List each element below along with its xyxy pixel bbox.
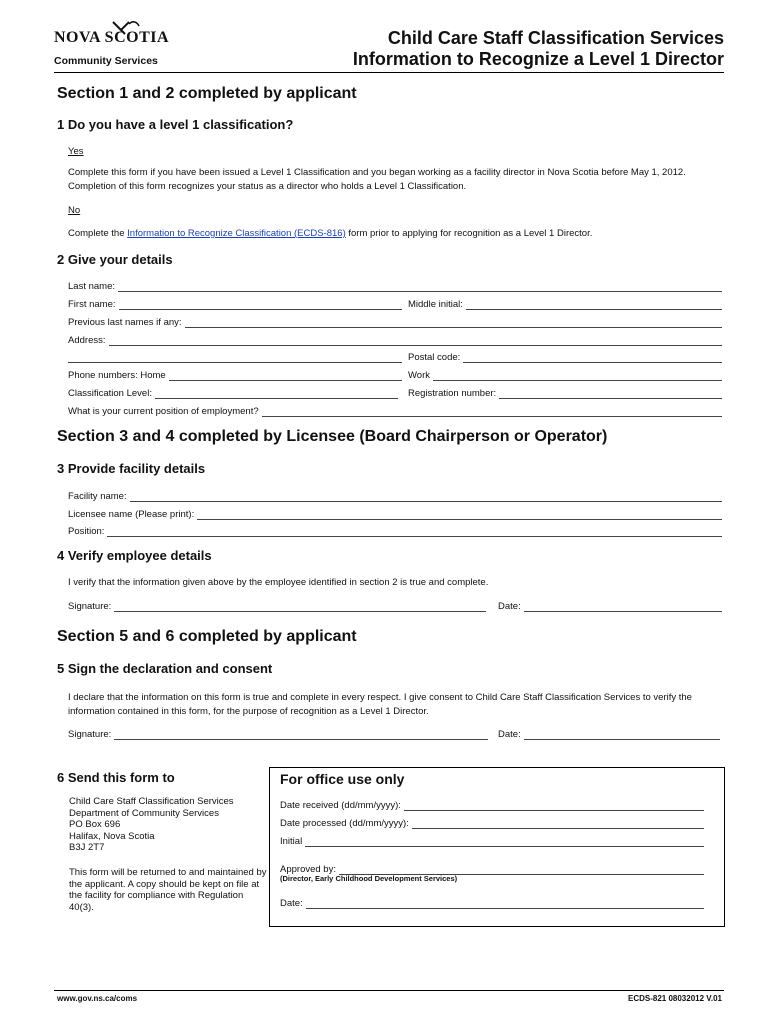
section-5-6-heading: Section 5 and 6 completed by applicant bbox=[57, 628, 357, 645]
office-date-field[interactable]: Date: bbox=[280, 896, 704, 909]
question-4-heading: 4 Verify employee details bbox=[57, 548, 212, 563]
applicant-date-field[interactable]: Date: bbox=[498, 727, 720, 740]
logo-text: NOVA SCOTIA bbox=[54, 29, 170, 46]
date-processed-field[interactable]: Date processed (dd/mm/yyyy): bbox=[280, 816, 704, 829]
registration-number-field[interactable]: Registration number: bbox=[408, 386, 722, 399]
footer-url: www.gov.ns.ca/coms bbox=[57, 994, 138, 1003]
approved-by-note: (Director, Early Childhood Development Services) bbox=[280, 874, 458, 883]
mailing-address: Child Care Staff Classification Services Department of Community Services PO Box 696 Halifax, Nova Scotia B3J 2T7 bbox=[69, 796, 234, 853]
postal-code-field[interactable]: Postal code: bbox=[408, 350, 722, 363]
address-field[interactable]: Address: bbox=[68, 333, 722, 346]
facility-name-field[interactable]: Facility name: bbox=[68, 489, 722, 502]
phone-home-field[interactable]: Phone numbers: Home bbox=[68, 368, 402, 381]
licensee-name-field[interactable]: Licensee name (Please print): bbox=[68, 507, 722, 520]
first-name-field[interactable]: First name: bbox=[68, 297, 402, 310]
ecds-816-link[interactable]: Information to Recognize Classification (ECDS-816) bbox=[127, 228, 346, 239]
current-position-field[interactable]: What is your current position of employment? bbox=[68, 404, 722, 417]
question-5-heading: 5 Sign the declaration and consent bbox=[57, 661, 273, 676]
classification-level-field[interactable]: Classification Level: bbox=[68, 386, 398, 399]
retention-note: This form will be returned to and maintained by the applicant. A copy should be kept on file at the facility for compliance with Regulation 40(3). bbox=[69, 867, 267, 913]
header-divider bbox=[54, 72, 724, 73]
page-subtitle: Information to Recognize a Level 1 Director bbox=[352, 49, 724, 69]
address-line-2-field[interactable] bbox=[68, 350, 402, 363]
question-6-heading: 6 Send this form to bbox=[57, 770, 175, 785]
no-description: Complete the Information to Recognize Classification (ECDS-816) form prior to applying for recognition as a Level 1 Director. bbox=[68, 228, 593, 239]
yes-description: Complete this form if you have been issued a Level 1 Classification and you began working as a facility director in Nova Scotia before May 1, 2012. Completion of this form recognizes your status as a director who holds a Level 1 Classification. bbox=[68, 167, 686, 192]
verify-statement: I verify that the information given above by the employee identified in section 2 is true and complete. bbox=[68, 577, 489, 588]
form-code: ECDS-821 08032012 V.01 bbox=[628, 994, 722, 1003]
middle-initial-field[interactable]: Middle initial: bbox=[408, 297, 722, 310]
yes-label: Yes bbox=[68, 146, 84, 157]
no-label: No bbox=[68, 205, 81, 216]
footer-divider bbox=[54, 990, 724, 991]
send-to-box bbox=[57, 788, 270, 925]
question-2-heading: 2 Give your details bbox=[57, 252, 173, 267]
applicant-signature-field[interactable]: Signature: bbox=[68, 727, 488, 740]
initial-field[interactable]: Initial bbox=[280, 834, 704, 847]
date-received-field[interactable]: Date received (dd/mm/yyyy): bbox=[280, 798, 704, 811]
department-name: Community Services bbox=[54, 55, 158, 67]
licensee-date-field[interactable]: Date: bbox=[498, 599, 722, 612]
previous-names-field[interactable]: Previous last names if any: bbox=[68, 315, 722, 328]
section-3-4-heading: Section 3 and 4 completed by Licensee (Board Chairperson or Operator) bbox=[57, 428, 608, 445]
phone-work-field[interactable]: Work bbox=[408, 368, 722, 381]
question-3-heading: 3 Provide facility details bbox=[57, 461, 206, 476]
position-field[interactable]: Position: bbox=[68, 524, 722, 537]
question-1-heading: 1 Do you have a level 1 classification? bbox=[57, 117, 294, 132]
last-name-field[interactable]: Last name: bbox=[68, 279, 722, 292]
section-1-2-heading: Section 1 and 2 completed by applicant bbox=[57, 85, 357, 102]
office-use-heading: For office use only bbox=[280, 771, 405, 787]
declaration-text: I declare that the information on this form is true and complete in every respect. I give consent to Child Care Staff Classification Services to verify the information contained in this form, for the purpose of recognition as a Level 1 Director. bbox=[68, 692, 692, 717]
page-title: Child Care Staff Classification Services bbox=[387, 28, 724, 48]
approved-by-field[interactable]: Approved by: bbox=[280, 862, 704, 875]
licensee-signature-field[interactable]: Signature: bbox=[68, 599, 486, 612]
